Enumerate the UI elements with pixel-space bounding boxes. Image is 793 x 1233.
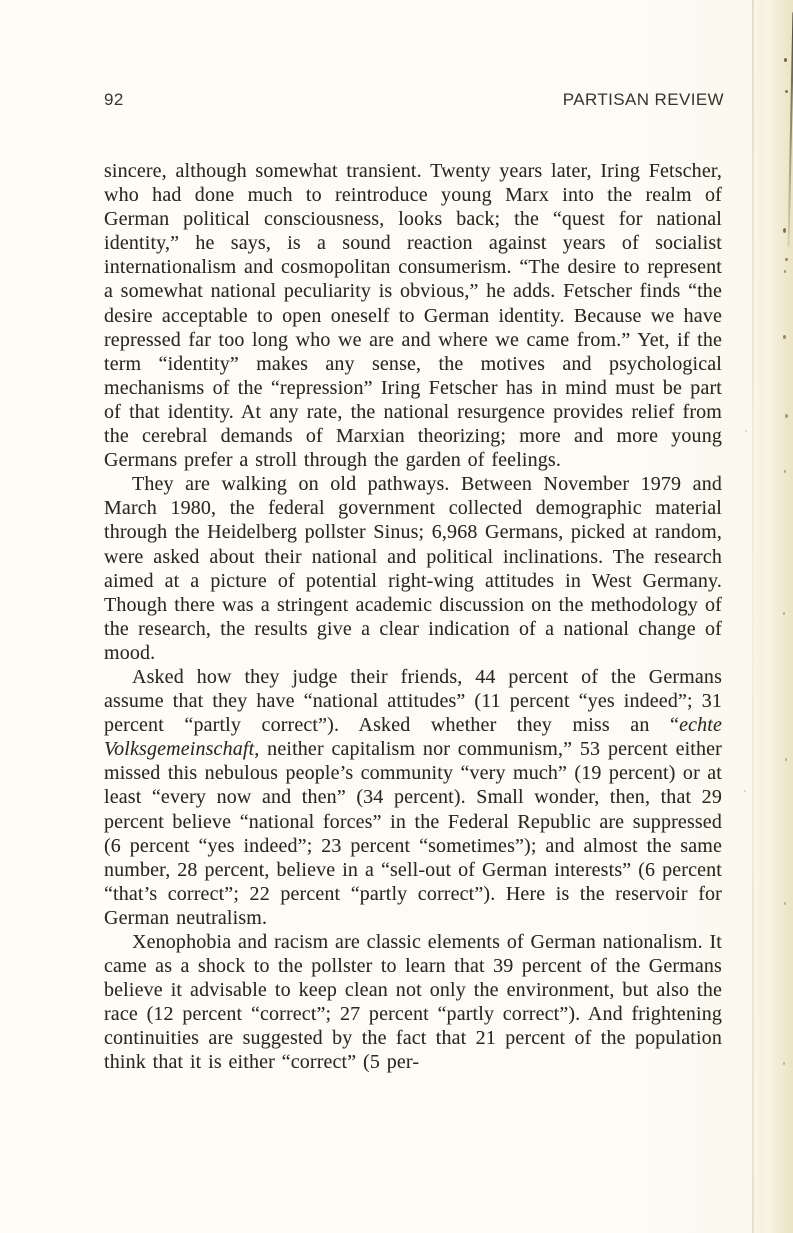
book-edge-shadow	[751, 0, 793, 1233]
paper-speck	[784, 470, 786, 473]
paper-speck	[785, 90, 788, 93]
paper-speck	[745, 430, 747, 432]
journal-title: PARTISAN REVIEW	[562, 90, 724, 109]
paragraph: Xenophobia and racism are classic elements of German nationalism. It came as a shock to the pollster to learn that 39 percent of the Germans believe it advisable to keep clean not only the environment, but also the race (12 percent “correct”; 27 percent “partly correct”). And frightening continuities are suggested by the fact that 21 percent of the population think that it is either “correct” (5 per-	[104, 931, 722, 1074]
running-head	[104, 90, 724, 110]
paragraph-text: Asked how they judge their friends, 44 percent of the Germans assume that they have “national attitudes” (11 percent “yes indeed”; 31 percent “partly correct”). Asked whether they miss an “	[104, 665, 722, 737]
paragraph-continuation: sincere, although somewhat transient. Twenty years later, Iring Fetscher, who had done much to reintroduce young Marx into the realm of German political consciousness, looks back; the “quest for national identity,” he says, is a sound reaction against years of socialist internationalism and cosmopolitan consumerism. “The desire to represent a somewhat national peculiarity is obvious,” he adds. Fetscher finds “the desire acceptable to open oneself to German identity. Because we have repressed far too long who we are and where we came from.” Yet, if the term “identity” makes any sense, the motives and psychological mechanisms of the “repression” Iring Fetscher has in mind must be part of that identity. At any rate, the national resurgence provides relief from the cerebral demands of Marxian theorizing; more and more young Germans prefer a stroll through the garden of feelings.	[104, 160, 722, 472]
page-number: 92	[104, 90, 124, 109]
paper-speck	[783, 612, 785, 615]
paper-speck	[783, 335, 786, 339]
paper-speck	[744, 790, 746, 792]
paper-speck	[785, 258, 788, 261]
paper-speck	[783, 228, 786, 233]
foreign-phrase-italic: echte Volksgemeinschaft	[104, 714, 722, 761]
paper-speck	[785, 758, 787, 761]
paper-speck	[785, 414, 788, 418]
paragraph-text: , neither capitalism nor communism,” 53 percent either missed this nebulous people’s community “very much” (19 percent) or at least “every now and then” (34 percent). Small wonder, then, that 29 percent believe “national forces” in the Federal Republic are suppressed (6 percent “yes indeed”; 23 percent “sometimes”); and almost the same number, 28 percent, believe in a “sell-out of German interests” (6 percent “that’s correct”; 22 percent “partly correct”). Here is the reservoir for German neutralism.	[104, 738, 722, 929]
paper-speck	[784, 270, 786, 273]
paper-speck	[783, 1062, 785, 1065]
paper-speck	[784, 902, 786, 905]
paper-speck	[784, 58, 787, 62]
paragraph: They are walking on old pathways. Between November 1979 and March 1980, the federal government collected demographic material through the Heidelberg pollster Sinus; 6,968 Germans, picked at random, were asked about their national and political inclinations. The research aimed at a picture of potential right-wing attitudes in West Germany. Though there was a stringent academic discussion on the methodology of the research, the results give a clear indication of a national change of mood.	[104, 473, 722, 664]
paragraph	[104, 665, 722, 930]
article-body	[104, 159, 722, 1075]
